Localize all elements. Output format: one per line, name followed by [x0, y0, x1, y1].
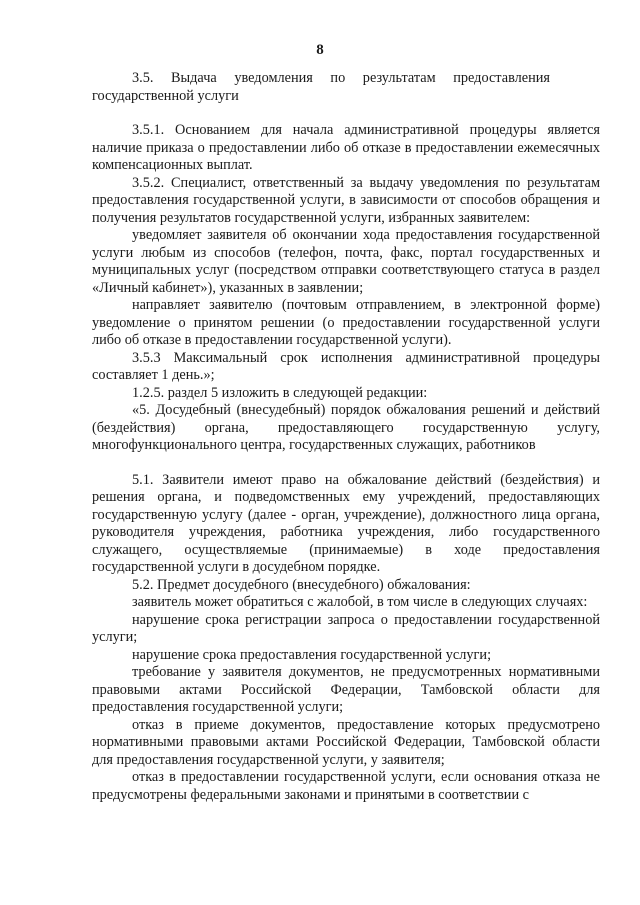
paragraph-complaint-cases: заявитель может обратиться с жалобой, в том числе в следующих случаях: [132, 594, 588, 610]
paragraph-5-1: 5.1. Заявители имеют право на обжалование действий (бездействия) и решения органа, и подведомственных ему учреждений, предоставляющих государственную услугу (далее - орган, учреждение), должностного лица органа, руководителя учреждения, работника учреждения, либо государственного служащего, осуществляемые (принимаемые) в ходе предоставления государственной услуги в досудебном порядке. [92, 471, 600, 575]
page-number: 8 [316, 42, 324, 58]
list-item-refusal-intake: отказ в приеме документов, предоставление которых предусмотрено нормативными правовыми актами Российской Федерации, Тамбовской области для предоставления государственной услуги, у заявителя; [92, 716, 600, 768]
paragraph-3-5-1: 3.5.1. Основанием для начала административной процедуры является наличие приказа о предоставлении либо об отказе в предоставлении ежемесячных компенсационных выплат. [92, 122, 600, 173]
section-heading-continuation: государственной услуги [92, 87, 239, 104]
list-item-refusal-service: отказ в предоставлении государственной услуги, если основания отказа не предусмотрены федеральными законами и принятыми в соответствии с [92, 769, 600, 803]
paragraph-send-notice: направляет заявителю (почтовым отправлением, в электронной форме) уведомление о принятом решении (о предоставлении государственной услуги либо об отказе в предоставлении государственной услуги). [92, 297, 600, 348]
document-body [92, 70, 600, 804]
list-item-extra-documents: требование у заявителя документов, не предусмотренных нормативными правовыми актами Российской Федерации, Тамбовской области для предоставления государственной услуги; [92, 664, 600, 715]
paragraph-5-2: 5.2. Предмет досудебного (внесудебного) обжалования: [132, 576, 471, 593]
section-5-title: «5. Досудебный (внесудебный) порядок обжалования решений и действий (бездействия) органа, предоставляющего государственную услугу, многофункционального центра, государственных служащих, работников [92, 402, 600, 453]
paragraph-1-2-5: 1.2.5. раздел 5 изложить в следующей редакции: [132, 384, 428, 401]
paragraph-notify: уведомляет заявителя об окончании хода предоставления государственной услуги любым из способов (телефон, почта, факс, портал государственных и муниципальных услуг (посредством отправки соответствующего статуса в раздел «Личный кабинет»), указанных в заявлении; [92, 227, 600, 296]
list-item-term-violation: нарушение срока предоставления государственной услуги; [132, 646, 492, 663]
paragraph-3-5-3: 3.5.3 Максимальный срок исполнения административной процедуры составляет 1 день.»; [92, 349, 600, 383]
list-item-registration-violation: нарушение срока регистрации запроса о предоставлении государственной услуги; [92, 611, 600, 645]
paragraph-3-5-2: 3.5.2. Специалист, ответственный за выдачу уведомления по результатам предоставления государственной услуги, в зависимости от способов обращения и получения результатов государственной услуги, избранных заявителем: [92, 174, 600, 226]
section-heading: 3.5. Выдача уведомления по результатам предоставления [132, 70, 550, 86]
